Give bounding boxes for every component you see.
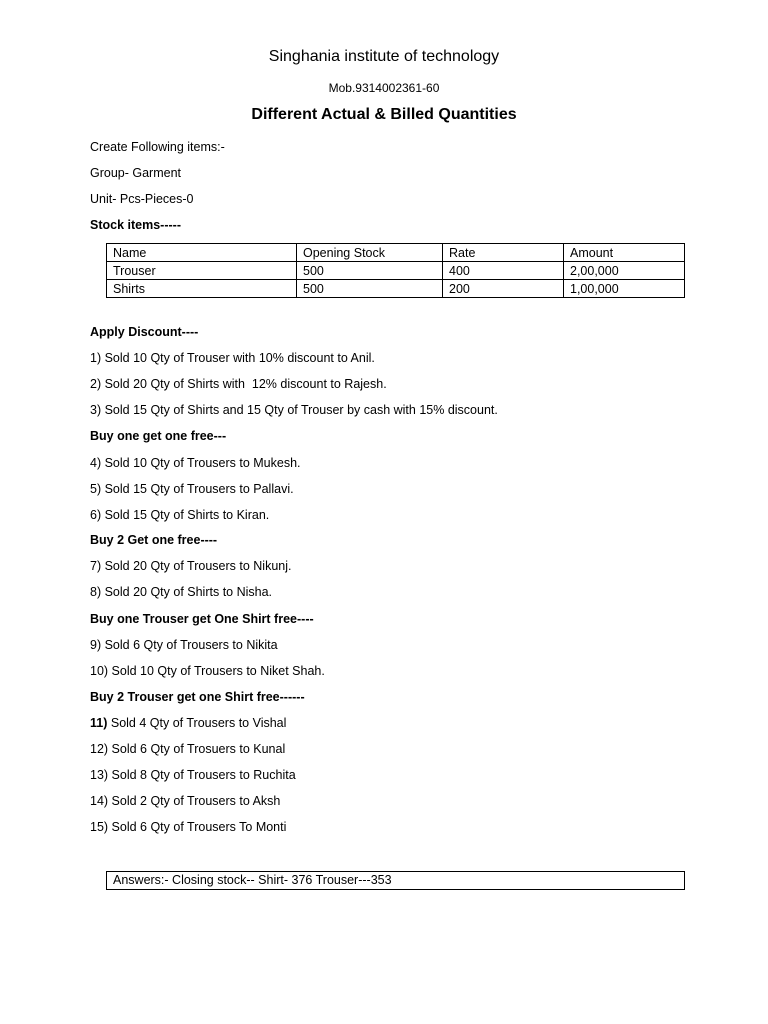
item-text: Sold 4 Qty of Trousers to Vishal <box>107 716 287 730</box>
trouser-shirt-section-title: Buy one Trouser get One Shirt free---- <box>90 612 314 626</box>
table-cell: 500 <box>297 280 443 298</box>
create-items-text: Create Following items:- <box>90 140 225 154</box>
table-header-cell: Opening Stock <box>297 244 443 262</box>
table-header-cell: Amount <box>564 244 685 262</box>
table-header-row <box>107 244 685 262</box>
list-item: 10) Sold 10 Qty of Trousers to Niket Shah. <box>90 664 325 678</box>
list-item <box>90 716 286 730</box>
list-item: 5) Sold 15 Qty of Trousers to Pallavi. <box>90 482 294 496</box>
discount-section-title: Apply Discount---- <box>90 325 199 339</box>
mobile-number: Mob.9314002361-60 <box>328 81 440 95</box>
buy2-section-title: Buy 2 Get one free---- <box>90 533 218 547</box>
table-cell: 2,00,000 <box>564 262 685 280</box>
table-cell: 1,00,000 <box>564 280 685 298</box>
list-item: 7) Sold 20 Qty of Trousers to Nikunj. <box>90 559 292 573</box>
list-item: 4) Sold 10 Qty of Trousers to Mukesh. <box>90 456 301 470</box>
bogo-section-title: Buy one get one free--- <box>90 429 227 443</box>
list-item: 6) Sold 15 Qty of Shirts to Kiran. <box>90 508 270 522</box>
table-cell: 400 <box>443 262 564 280</box>
institute-title: Singhania institute of technology <box>268 48 500 65</box>
table-header-cell: Rate <box>443 244 564 262</box>
unit-text: Unit- Pcs-Pieces-0 <box>90 192 194 206</box>
list-item: 15) Sold 6 Qty of Trousers To Monti <box>90 820 287 834</box>
list-item: 2) Sold 20 Qty of Shirts with 12% discount to Rajesh. <box>90 377 387 391</box>
table-header-cell: Name <box>107 244 297 262</box>
list-item: 9) Sold 6 Qty of Trousers to Nikita <box>90 638 278 652</box>
list-item: 1) Sold 10 Qty of Trouser with 10% discount to Anil. <box>90 351 375 365</box>
list-item: 8) Sold 20 Qty of Shirts to Nisha. <box>90 585 273 599</box>
answer-box: Answers:- Closing stock-- Shirt- 376 Trouser---353 <box>106 871 685 890</box>
stock-items-title: Stock items----- <box>90 218 181 232</box>
table-row <box>107 262 685 280</box>
table-row <box>107 280 685 298</box>
group-text: Group- Garment <box>90 166 182 180</box>
two-trouser-section-title: Buy 2 Trouser get one Shirt free------ <box>90 690 305 704</box>
list-item: 12) Sold 6 Qty of Trosuers to Kunal <box>90 742 286 756</box>
page-heading: Different Actual & Billed Quantities <box>251 106 517 123</box>
list-item: 13) Sold 8 Qty of Trousers to Ruchita <box>90 768 296 782</box>
table-cell: 200 <box>443 280 564 298</box>
list-item: 3) Sold 15 Qty of Shirts and 15 Qty of Trouser by cash with 15% discount. <box>90 403 498 417</box>
table-cell: 500 <box>297 262 443 280</box>
item-number: 11) <box>90 716 108 730</box>
table-cell: Shirts <box>107 280 297 298</box>
stock-table <box>106 243 685 298</box>
table-cell: Trouser <box>107 262 297 280</box>
list-item: 14) Sold 2 Qty of Trousers to Aksh <box>90 794 281 808</box>
